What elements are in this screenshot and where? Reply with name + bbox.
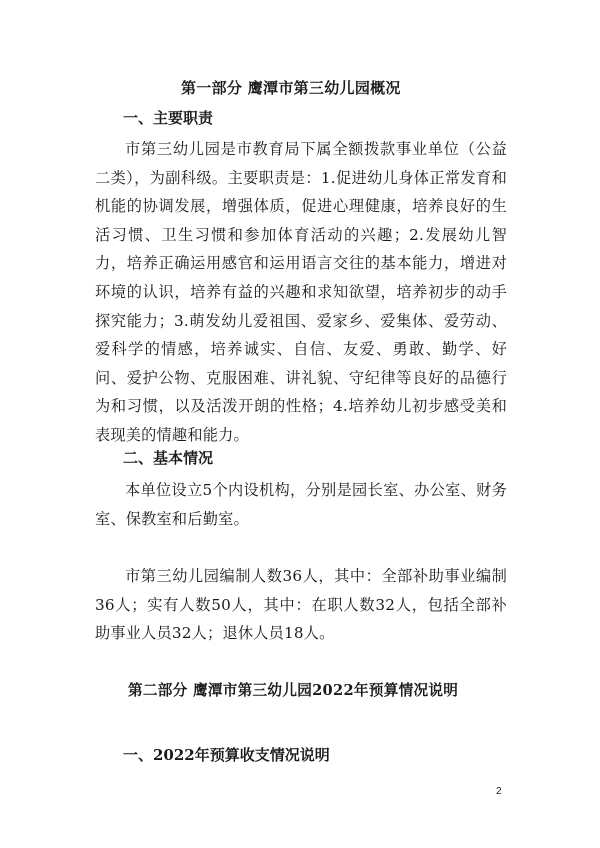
section2-paragraph-1: 本单位设立5个内设机构，分别是园长室、办公室、财务室、保教室和后勤室。 xyxy=(95,481,507,528)
part1-title: 第一部分 鹰潭市第三幼儿园概况 xyxy=(181,79,401,97)
section1-paragraph: 市第三幼儿园是市教育局下属全额拨款事业单位（公益二类），为副科级。主要职责是：1.促进幼儿身体正常发育和机能的协调发展，增强体质，促进心理健康，培养良好的生活习惯、卫生习惯和参加体育活动的兴趣；2.发展幼儿智力，培养正确运用感官和运用语言交往的基本能力，增进对环境的认识，培养有益的兴趣和求知欲望，培养初步的动手探究能力；3.萌发幼儿爱祖国、爱家乡、爱集体、爱劳动、爱科学的情感，培养诚实、自信、友爱、勇敢、勤学、好问、爱护公物、克服困难、讲礼貌、守纪律等良好的品德行为和习惯，以及活泼开朗的性格；4.培养幼儿初步感受美和表现美的情趣和能力。 xyxy=(95,140,507,444)
section2-paragraph-2: 市第三幼儿园编制人数36人，其中：全部补助事业编制36人；实有人数50人，其中：在职人数32人，包括全部补助事业人员32人；退休人员18人。 xyxy=(95,567,507,643)
page-number: 2 xyxy=(496,786,502,797)
section1-heading: 一、主要职责 xyxy=(123,109,214,127)
section2-heading: 二、基本情况 xyxy=(123,449,214,467)
part2-title: 第二部分 鹰潭市第三幼儿园2022年预算情况说明 xyxy=(128,682,459,699)
part2-section1-heading: 一、2022年预算收支情况说明 xyxy=(123,746,330,764)
